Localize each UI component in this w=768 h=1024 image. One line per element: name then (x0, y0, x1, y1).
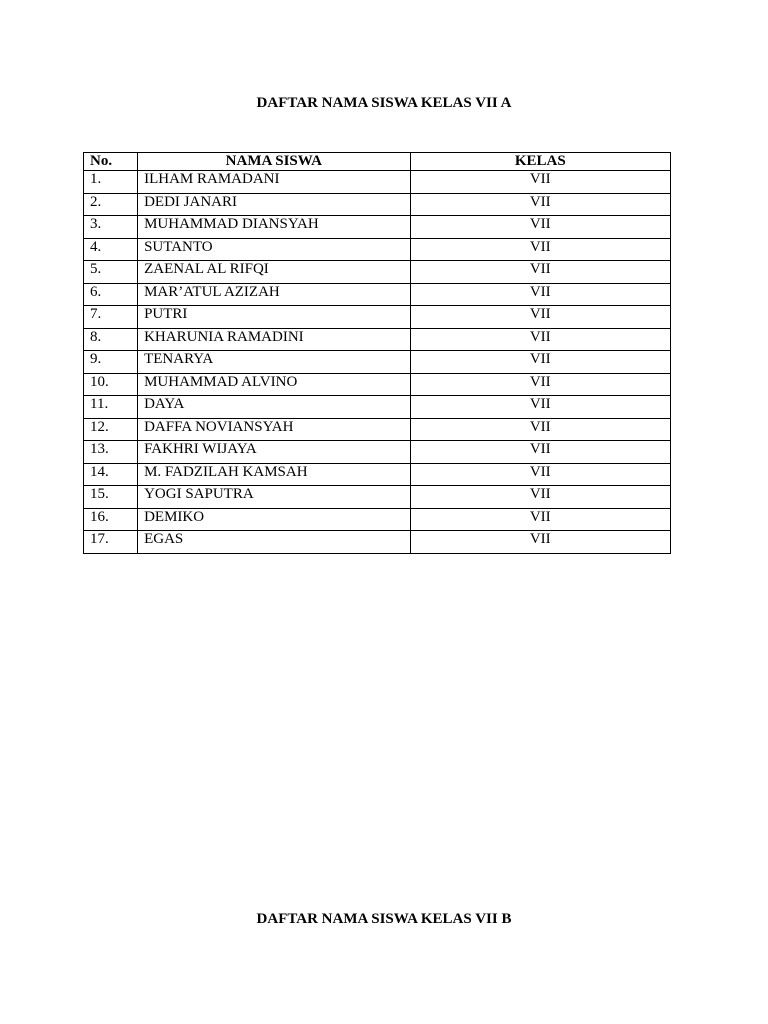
row-number: 3. (84, 216, 138, 239)
row-class: VII (410, 216, 670, 239)
row-student-name: ZAENAL AL RIFQI (138, 261, 410, 284)
row-student-name: YOGI SAPUTRA (138, 486, 410, 509)
table-body (84, 171, 671, 554)
table-row (84, 418, 671, 441)
row-number: 10. (84, 373, 138, 396)
row-class: VII (410, 351, 670, 374)
row-class: VII (410, 508, 670, 531)
row-student-name: FAKHRI WIJAYA (138, 441, 410, 464)
table-row (84, 463, 671, 486)
row-student-name: DEDI JANARI (138, 193, 410, 216)
table-row (84, 351, 671, 374)
row-class: VII (410, 238, 670, 261)
document-title-class-vii-b: DAFTAR NAMA SISWA KELAS VII B (256, 911, 512, 927)
row-student-name: TENARYA (138, 351, 410, 374)
table-row (84, 396, 671, 419)
row-class: VII (410, 283, 670, 306)
table-row (84, 193, 671, 216)
row-number: 2. (84, 193, 138, 216)
table-row (84, 486, 671, 509)
header-class: KELAS (410, 153, 670, 171)
table-row (84, 171, 671, 194)
row-student-name: PUTRI (138, 306, 410, 329)
table-row (84, 306, 671, 329)
row-number: 12. (84, 418, 138, 441)
row-class: VII (410, 463, 670, 486)
row-number: 8. (84, 328, 138, 351)
table-row (84, 238, 671, 261)
student-list-table (83, 152, 671, 554)
row-class: VII (410, 261, 670, 284)
table-row (84, 441, 671, 464)
row-class: VII (410, 396, 670, 419)
row-student-name: M. FADZILAH KAMSAH (138, 463, 410, 486)
row-student-name: MUHAMMAD DIANSYAH (138, 216, 410, 239)
row-number: 13. (84, 441, 138, 464)
row-number: 9. (84, 351, 138, 374)
row-student-name: DEMIKO (138, 508, 410, 531)
row-number: 5. (84, 261, 138, 284)
row-class: VII (410, 328, 670, 351)
header-student-name: NAMA SISWA (138, 153, 410, 171)
row-number: 15. (84, 486, 138, 509)
row-class: VII (410, 531, 670, 554)
table-row (84, 216, 671, 239)
row-student-name: DAYA (138, 396, 410, 419)
row-number: 4. (84, 238, 138, 261)
row-student-name: MUHAMMAD ALVINO (138, 373, 410, 396)
row-class: VII (410, 306, 670, 329)
table-row (84, 328, 671, 351)
table-row (84, 531, 671, 554)
row-number: 6. (84, 283, 138, 306)
row-class: VII (410, 193, 670, 216)
row-number: 11. (84, 396, 138, 419)
row-class: VII (410, 486, 670, 509)
header-no: No. (84, 153, 138, 171)
table-row (84, 261, 671, 284)
table-row (84, 283, 671, 306)
table-row (84, 373, 671, 396)
row-number: 17. (84, 531, 138, 554)
row-student-name: KHARUNIA RAMADINI (138, 328, 410, 351)
row-student-name: ILHAM RAMADANI (138, 171, 410, 194)
document-title-class-vii-a: DAFTAR NAMA SISWA KELAS VII A (256, 95, 512, 111)
table-row (84, 508, 671, 531)
row-number: 16. (84, 508, 138, 531)
row-student-name: EGAS (138, 531, 410, 554)
row-class: VII (410, 373, 670, 396)
row-class: VII (410, 441, 670, 464)
row-student-name: DAFFA NOVIANSYAH (138, 418, 410, 441)
row-student-name: MAR’ATUL AZIZAH (138, 283, 410, 306)
row-number: 7. (84, 306, 138, 329)
row-class: VII (410, 171, 670, 194)
table-header-row (84, 153, 671, 171)
row-student-name: SUTANTO (138, 238, 410, 261)
row-class: VII (410, 418, 670, 441)
row-number: 1. (84, 171, 138, 194)
row-number: 14. (84, 463, 138, 486)
